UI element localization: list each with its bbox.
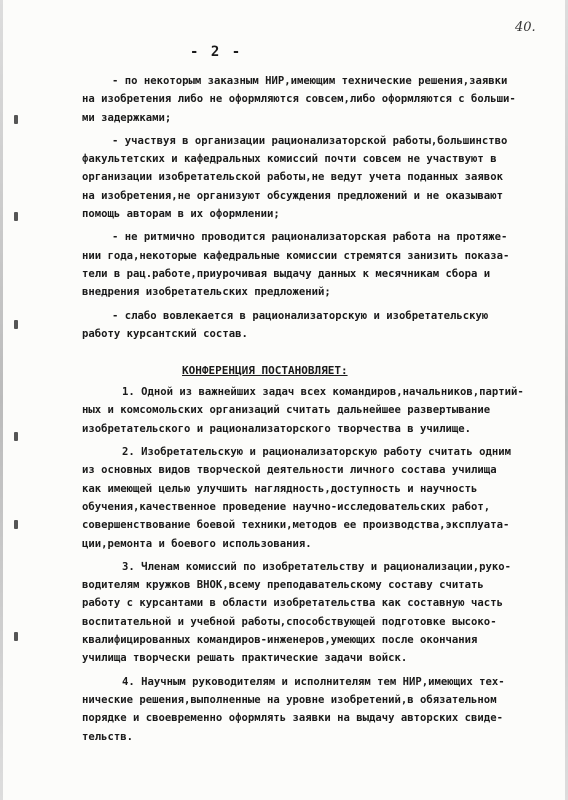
text-line: порядке и своевременно оформлять заявки на выдачу авторских свиде- bbox=[82, 712, 503, 725]
page-number: - 2 - bbox=[190, 44, 243, 60]
text-line: нии года,некоторые кафедральные комиссии стремятся занизить показа- bbox=[82, 249, 510, 262]
text-line: из основных видов творческой деятельности личного состава училища bbox=[82, 464, 497, 477]
text-line: воспитательной и учебной работы,способствующей подготовке высоко- bbox=[82, 615, 497, 628]
text-line: училища творчески решать практические задачи войск. bbox=[82, 652, 408, 665]
intro-item bbox=[82, 132, 552, 223]
text-line: тельств. bbox=[82, 730, 134, 743]
text-line: организации изобретательской работы,не ведут учета поданных заявок bbox=[82, 171, 503, 184]
text-line: внедрения изобретательских предложений; bbox=[82, 286, 331, 299]
resolution-item bbox=[82, 443, 552, 553]
text-line: ми задержками; bbox=[82, 111, 172, 124]
text-line: работу с курсантами в области изобретательства как составную часть bbox=[82, 597, 503, 610]
text-line: квалифицированных командиров-инженеров,умеющих после окончания bbox=[82, 634, 478, 647]
text-line: обучения,качественное проведение научно-исследовательских работ, bbox=[82, 500, 491, 513]
text-line: на изобретения либо не оформляются совсем,либо оформляются с больши- bbox=[82, 93, 516, 106]
text-line: - участвуя в организации рационализаторской работы,большинство bbox=[112, 134, 508, 147]
punch-hole-mark bbox=[14, 520, 18, 529]
text-line: 3. Членам комиссий по изобретательству и рационализации,руко- bbox=[122, 560, 512, 573]
text-line: ции,ремонта и боевого использования. bbox=[82, 537, 312, 550]
text-line: водителям кружков ВНОК,всему преподавательскому составу считать bbox=[82, 579, 484, 592]
text-line: работу курсантский состав. bbox=[82, 327, 248, 340]
intro-item bbox=[82, 228, 552, 301]
resolution-item bbox=[82, 673, 552, 746]
resolution-item bbox=[82, 383, 552, 438]
text-line: нические решения,выполненные на уровне изобретений,в обязательном bbox=[82, 693, 497, 706]
text-line: как имеющей целью улучшить наглядность,доступность и научность bbox=[82, 482, 478, 495]
text-line: - по некоторым заказным НИР,имеющим технические решения,заявки bbox=[112, 75, 508, 87]
text-line: совершенствование боевой техники,методов ее производства,эксплуата- bbox=[82, 519, 510, 532]
punch-hole-mark bbox=[14, 212, 18, 221]
punch-hole-mark bbox=[14, 632, 18, 641]
document-body bbox=[82, 72, 552, 746]
text-line: - не ритмично проводится рационализаторская работа на протяже- bbox=[112, 231, 508, 244]
text-line: тели в рац.работе,приурочивая выдачу данных к месячникам сбора и bbox=[82, 267, 491, 280]
intro-item bbox=[82, 72, 552, 127]
intro-item bbox=[82, 307, 552, 344]
punch-hole-mark bbox=[14, 115, 18, 124]
punch-hole-mark bbox=[14, 432, 18, 441]
handwritten-page-number: 40. bbox=[515, 20, 536, 35]
text-line: 4. Научным руководителям и исполнителям тем НИР,имеющих тех- bbox=[122, 675, 505, 688]
text-line: на изобретения,не организуют обсуждения предложений и не оказывают bbox=[82, 189, 503, 202]
text-line: факультетских и кафедральных комиссий почти совсем не участвуют в bbox=[82, 153, 497, 166]
text-line: помощь авторам в их оформлении; bbox=[82, 208, 280, 221]
text-line: изобретательского и рационализаторского творчества в училище. bbox=[82, 422, 472, 435]
section-heading: КОНФЕРЕНЦИЯ ПОСТАНОВЛЯЕТ: bbox=[182, 364, 348, 378]
text-line: - слабо вовлекается в рационализаторскую и изобретательскую bbox=[112, 309, 489, 322]
text-line: 2. Изобретательскую и рационализаторскую работу считать одним bbox=[122, 446, 512, 459]
text-line: ных и комсомольских организаций считать дальнейшее развертывание bbox=[82, 404, 491, 417]
punch-hole-mark bbox=[14, 320, 18, 329]
resolution-item bbox=[82, 558, 552, 668]
page-edge-left bbox=[0, 0, 3, 800]
text-line: 1. Одной из важнейших задач всех командиров,начальников,партий- bbox=[122, 386, 524, 399]
